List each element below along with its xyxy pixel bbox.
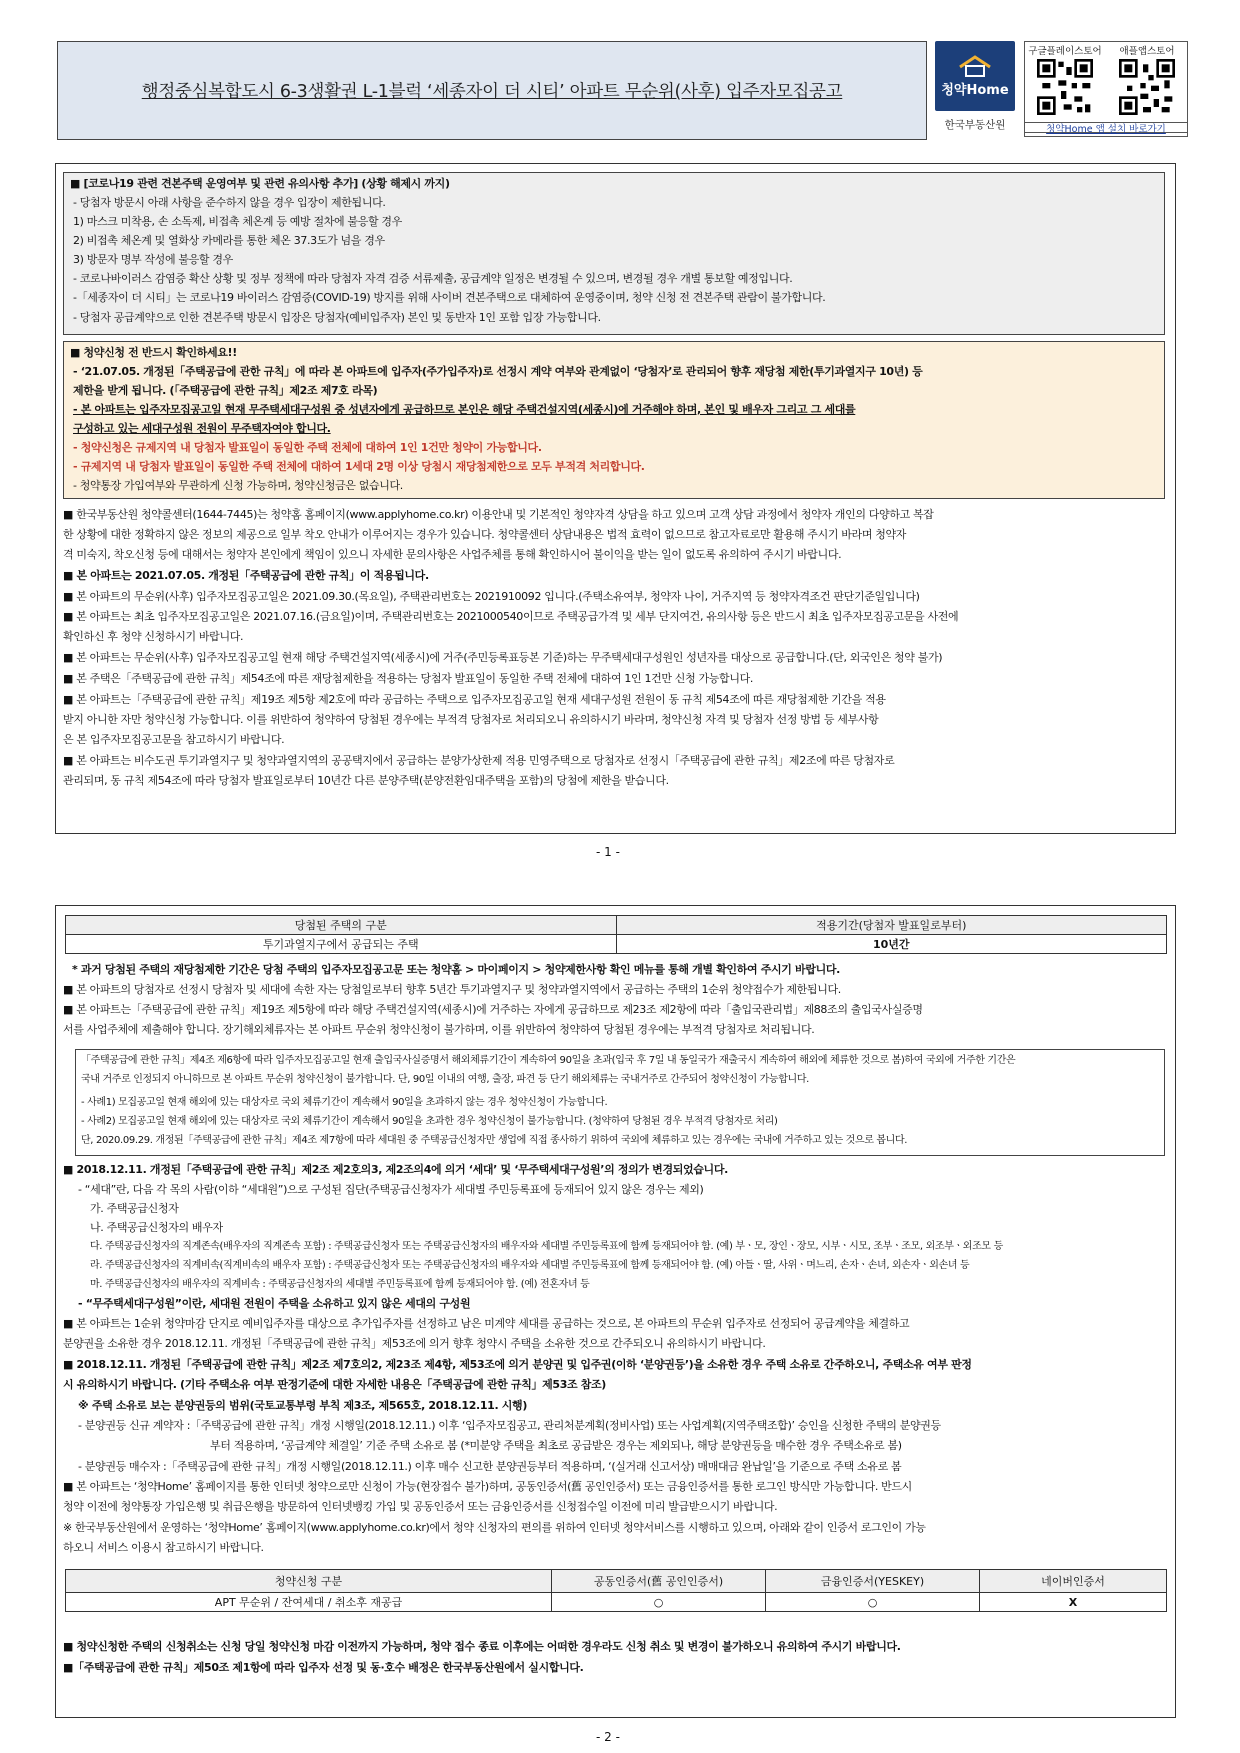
table-cell: APT 무순위 / 잔여세대 / 취소후 재공급 [66, 1593, 552, 1612]
covid-line-4: 3) 방문자 명부 작성에 불응할 경우 [73, 253, 233, 266]
p1-body-7: ■ 본 아파트는 무순위(사후) 입주자모집공고일 현재 해당 주택건설지역(세종시)에 거주(주민등록표등본 기준)하는 무주택세대구성원인 성년자를 대상으로 공급합니다.(단, 외국인은 청약 불가) [63, 651, 943, 664]
house-icon [958, 55, 992, 77]
notice-title: 행정중심복합도시 6-3생활권 L-1블럭 ‘세종자이 더 시티’ 아파트 무순위(사후) 입주자모집공고 [141, 82, 843, 102]
check-line-5: - 청약신청은 규제지역 내 당첨자 발표일이 동일한 주택 전체에 대하여 1인 1건만 청약이 가능합니다. [73, 441, 542, 454]
check-line-2: 제한을 받게 됩니다. (「주택공급에 관한 규칙」제2조 제7호 라목) [73, 384, 378, 397]
p2-body2-6: 마. 주택공급신청자의 배우자의 직계비속 : 주택공급신청자의 세대별 주민등록표에 함께 등재되어야 함. (예) 전혼자녀 등 [90, 1279, 590, 1290]
p2-body2-9: 분양권을 소유한 경우 2018.12.11. 개정된「주택공급에 관한 규칙」제53조에 의거 향후 청약시 주택을 소유한 것으로 간주되오니 유의하시기 바랍니다. [63, 1337, 766, 1350]
p2-body2-5: 라. 주택공급신청자의 직계비속(직계비속의 배우자 포함) : 주택공급신청자 또는 주택공급신청자의 배우자와 세대별 주민등록표에 함께 등재되어야 함. (예) 아들ㆍ딸, 사위ㆍ며느리, 손자ㆍ손녀, 외손자ㆍ외손녀 등 [90, 1260, 970, 1271]
overseas-line-0: 「주택공급에 관한 규칙」제4조 제6항에 따라 입주자모집공고일 현재 출입국사실증명서 해외체류기간이 계속하여 90일을 초과(입국 후 7일 내 동일국가 재출국시 계속하여 해외에 체류한 것으로 봄)하여 국외에 거주한 기간은 [81, 1055, 1016, 1066]
p1-body-5: ■ 본 아파트는 최초 입주자모집공고일은 2021.07.16.(금요일)이며, 주택관리번호는 2021000540이므로 주택공급가격 및 세부 단지여건, 유의사항 등은 반드시 최초 입주자모집공고문을 사전에 [63, 610, 959, 623]
p1-body-12: ■ 본 아파트는 비수도권 투기과열지구 및 청약과열지역의 공공택지에서 공급하는 분양가상한제 적용 민영주택으로 당첨자로 선정시「주택공급에 관한 규칙」제2조에 따른 당첨자로 [63, 754, 895, 767]
logo-brand: 청약Home [941, 82, 1009, 98]
p2-body2-2: 가. 주택공급신청자 [90, 1202, 179, 1215]
page1-number: - 1 - [596, 845, 620, 859]
table-row [66, 1593, 1167, 1612]
qr-install-link[interactable]: 청약Home 앱 설치 바로가기 [1024, 122, 1188, 137]
p2-body2-1: - “세대”란, 다음 각 목의 사람(이하 “세대원”)으로 구성된 집단(주택공급신청자가 세대별 주민등록표에 등재되어 있지 않은 경우는 제외) [78, 1183, 704, 1196]
overseas-line-4: 단, 2020.09.29. 개정된「주택공급에 관한 규칙」제4조 제7항에 따라 세대원 중 주택공급신청자만 생업에 직접 종사하기 위하여 국외에 체류하고 있는 경우에는 국내에 거주하고 있는 것으로 봅니다. [81, 1135, 908, 1146]
covid-notice-box [63, 172, 1165, 335]
table-cell: 10년간 [616, 935, 1167, 954]
restriction-table-header [66, 916, 1167, 935]
qr-apple-label: 애플앱스토어 [1119, 46, 1175, 57]
p1-body-8: ■ 본 주택은「주택공급에 관한 규칙」제54조에 따른 재당첨제한을 적용하는 당첨자 발표일이 동일한 주택 전체에 대하여 1인 1건만 신청 가능합니다. [63, 672, 754, 685]
table-header-cell: 금융인증서(YESKEY) [766, 1570, 980, 1593]
overseas-line-2: - 사례1) 모집공고일 현재 해외에 있는 대상자로 국외 체류기간이 계속해서 90일을 초과하지 않는 경우 청약신청이 가능합니다. [81, 1097, 608, 1108]
p2-body2-13: - 분양권등 신규 계약자 :「주택공급에 관한 규칙」개정 시행일(2018.12.11.) 이후 ‘입주자모집공고, 관리처분계획(정비사업) 또는 사업계획(지역주택조합)’ 승인을 신청한 주택의 분양권등 [78, 1419, 941, 1432]
p1-body-9: ■ 본 아파트는「주택공급에 관한 규칙」제19조 제5항 제2호에 따라 공급하는 주택으로 입주자모집공고일 현재 세대구성원 전원이 동 규칙 제54조에 따른 재당첨제한 기간을 적용 [63, 693, 886, 706]
table-header-cell: 적용기간(당첨자 발표일로부터) [616, 916, 1167, 935]
p2-body2-17: 청약 이전에 청약통장 가입은행 및 취급은행을 방문하여 인터넷뱅킹 가입 및 공동인증서 또는 금융인증서를 신청접수일 이전에 미리 발급받으시기 바랍니다. [63, 1500, 778, 1513]
p2-body2-15: - 분양권등 매수자 :「주택공급에 관한 규칙」개정 시행일(2018.12.11.) 이후 매수 신고한 분양권등부터 적용하며, ‘(실거래 신고서상) 매매대금 완납일’을 기준으로 주택 소유로 봄 [78, 1460, 902, 1473]
p2-body2-3: 나. 주택공급신청자의 배우자 [90, 1221, 223, 1234]
p2-body2-12: ※ 주택 소유로 보는 분양권등의 범위(국토교통부령 부칙 제3조, 제565호, 2018.12.11. 시행) [78, 1399, 528, 1412]
p2-body1-3: 서를 사업주체에 제출해야 합니다. 장기해외체류자는 본 아파트 무순위 청약신청이 불가하며, 이를 위반하여 청약하여 당첨된 경우에는 부적격 당첨자로 처리됩니다. [63, 1023, 815, 1036]
page2-number: - 2 - [596, 1730, 620, 1744]
covid-line-7: - 당첨자 공급계약으로 인한 견본주택 방문시 입장은 당첨자(예비입주자) 본인 및 동반자 1인 포함 입장 가능합니다. [73, 311, 601, 324]
p2-body2-14: 부터 적용하며, ‘공급계약 체결일’ 기준 주택 소유로 봄 (*미분양 주택을 최초로 공급받은 경우는 제외되나, 해당 분양권등을 매수한 경우 주택소유로 봄) [210, 1439, 902, 1452]
covid-line-0: ■ [코로나19 관련 견본주택 운영여부 및 관련 유의사항 추가] (상황 해제시 까지) [70, 177, 450, 190]
overseas-line-3: - 사례2) 모집공고일 현재 해외에 있는 대상자로 국외 체류기간이 계속해서 90일을 초과한 경우 청약신청이 불가능합니다. (청약하여 당첨된 경우 부적격 당첨자로 처리) [81, 1116, 778, 1127]
p2-body2-11: 시 유의하시기 바랍니다. (기타 주택소유 여부 판정기준에 대한 자세한 내용은「주택공급에 관한 규칙」제53조 참조) [63, 1378, 606, 1391]
table-cell: ○ [766, 1593, 980, 1612]
overseas-residence-box [75, 1049, 1165, 1156]
certificate-table [65, 1569, 1167, 1612]
p1-body-13: 관리되며, 동 규칙 제54조에 따라 당첨자 발표일로부터 10년간 다른 분양주택(분양전환임대주택을 포함)의 당첨에 제한을 받습니다. [63, 774, 669, 787]
certificate-table-header [66, 1570, 1167, 1593]
p2-body1-1: ■ 본 아파트의 당첨자로 선정시 당첨자 및 세대에 속한 자는 당첨일로부터 향후 5년간 투기과열지구 및 청약과열지역에서 공급하는 주택의 1순위 청약접수가 제한됩니다. [63, 983, 841, 996]
p1-body-10: 받지 아니한 자만 청약신청 가능합니다. 이를 위반하여 청약하여 당첨된 경우에는 부적격 당첨자로 처리되오니 유의하시기 바라며, 청약신청 자격 및 당첨자 선정 방법 등 세부사항 [63, 713, 879, 726]
p2-body2-10: ■ 2018.12.11. 개정된「주택공급에 관한 규칙」제2조 제7호의2, 제23조 제4항, 제53조에 의거 분양권 및 입주권(이하 ‘분양권등’)을 소유한 경우 주택 소유로 간주하오니, 주택소유 여부 판정 [63, 1358, 972, 1371]
covid-line-6: -「세종자이 더 시티」는 코로나19 바이러스 감염증(COVID-19) 방지를 위해 사이버 견본주택으로 대체하여 운영중이며, 청약 신청 전 견본주택 관람이 불가합니다. [73, 291, 826, 304]
check-notice-box [63, 341, 1165, 499]
table-cell: ○ [552, 1593, 766, 1612]
p1-body-4: ■ 본 아파트의 무순위(사후) 입주자모집공고일은 2021.09.30.(목요일), 주택관리번호는 2021910092 입니다.(주택소유여부, 청약자 나이, 거주지역 등 청약자격조건 판단기준일입니다) [63, 590, 920, 603]
covid-line-2: 1) 마스크 미착용, 손 소독제, 비접촉 체온계 등 예방 절차에 불응할 경우 [73, 215, 402, 228]
p2-body1-2: ■ 본 아파트는「주택공급에 관한 규칙」제19조 제5항에 따라 해당 주택건설지역(세종시)에 거주하는 자에게 공급하므로 제23조 제2항에 따라「출입국관리법」제88조의 출입국사실증명 [63, 1003, 923, 1016]
covid-line-3: 2) 비접촉 체온계 및 열화상 카메라를 통한 체온 37.3도가 넘을 경우 [73, 234, 385, 247]
p2-body1-0: * 과거 당첨된 주택의 재당첨제한 기간은 당첨 주택의 입주자모집공고문 또는 청약홈 > 마이페이지 > 청약제한사항 확인 메뉴를 통해 개별 확인하여 주시기 바랍니다. [72, 963, 840, 976]
check-line-7: - 청약통장 가입여부와 무관하게 신청 가능하며, 청약신청금은 없습니다. [73, 479, 403, 492]
check-line-1: - ‘21.07.05. 개정된「주택공급에 관한 규칙」에 따라 본 아파트에 입주자(주가입주자)로 선정시 계약 여부와 관계없이 ‘당첨자’로 관리되어 향후 재당첨 제한(투기과열지구 10년) 등 [73, 365, 923, 378]
table-row [66, 935, 1167, 954]
logo-emblem [935, 41, 1015, 111]
p1-body-6: 확인하신 후 청약 신청하시기 바랍니다. [63, 630, 244, 643]
notice-title-box [57, 41, 927, 140]
p2-body2-19: 하오니 서비스 이용시 참고하시기 바랍니다. [63, 1541, 264, 1554]
qr-code-apple-icon[interactable] [1119, 59, 1175, 115]
applyhome-logo[interactable] [935, 41, 1015, 140]
qr-code-google-icon[interactable] [1037, 59, 1093, 115]
table-cell: 투기과열지구에서 공급되는 주택 [66, 935, 617, 954]
table-cell: X [980, 1593, 1167, 1612]
qr-code-panel [1024, 41, 1188, 133]
p2-body2-8: ■ 본 아파트는 1순위 청약마감 단지로 예비입주자를 대상으로 추가입주자를 선정하고 남은 미계약 세대를 공급하는 것으로, 본 아파트의 무순위 입주자로 선정되어 공급계약을 체결하고 [63, 1317, 910, 1330]
p2-body2-0: ■ 2018.12.11. 개정된「주택공급에 관한 규칙」제2조 제2호의3, 제2조의4에 의거 ‘세대’ 및 ‘무주택세대구성원’의 정의가 변경되었습니다. [63, 1163, 728, 1176]
p2-body2-16: ■ 본 아파트는 ‘청약Home’ 홈페이지를 통한 인터넷 청약으로만 신청이 가능(현장접수 불가)하며, 공동인증서(舊 공인인증서) 또는 금융인증서를 통한 로그인 방식만 가능합니다. 반드시 [63, 1480, 912, 1493]
restriction-table [65, 915, 1167, 954]
covid-line-5: - 코로나바이러스 감염증 확산 상황 및 정부 정책에 따라 당첨자 자격 검증 서류제출, 공급계약 일정은 변경될 수 있으며, 변경될 경우 개별 통보할 예정입니다. [73, 272, 793, 285]
table-header-cell: 공동인증서(舊 공인인증서) [552, 1570, 766, 1593]
check-line-3: - 본 아파트는 입주자모집공고일 현재 무주택세대구성원 중 성년자에게 공급하므로 본인은 해당 주택건설지역(세종시)에 거주해야 하며, 본인 및 배우자 그리고 그 세대를 [73, 403, 856, 416]
p1-body-0: ■ 한국부동산원 청약콜센터(1644-7445)는 청약홈 홈페이지(www.applyhome.co.kr) 이용안내 및 기본적인 청약자격 상담을 하고 있으며 고객 상담 과정에서 청약자 개인의 다양하고 복잡 [63, 508, 934, 521]
p1-body-1: 한 상황에 대한 정확하지 않은 정보의 제공으로 일부 착오 안내가 이루어지는 경우가 있습니다. 청약콜센터 상담내용은 법적 효력이 없으므로 참고자료로만 활용해 주시기 바라며 청약자 [63, 528, 907, 541]
check-line-6: - 규제지역 내 당첨자 발표일이 동일한 주택 전체에 대하여 1세대 2명 이상 당첨시 재당첨제한으로 모두 부적격 처리합니다. [73, 460, 645, 473]
p1-body-3: ■ 본 아파트는 2021.07.05. 개정된「주택공급에 관한 규칙」이 적용됩니다. [63, 569, 429, 582]
table-header-cell: 당첨된 주택의 구분 [66, 916, 617, 935]
p2-body2-7: - “무주택세대구성원”이란, 세대원 전원이 주택을 소유하고 있지 않은 세대의 구성원 [78, 1297, 471, 1310]
p1-body-2: 격 미숙지, 착오신청 등에 대해서는 청약자 본인에게 책임이 있으니 자세한 문의사항은 사업주체를 통해 확인하시어 불이익을 받는 일이 없도록 유의하여 주시기 바랍니다. [63, 548, 842, 561]
check-line-4: 구성하고 있는 세대구성원 전원이 무주택자여야 합니다. [73, 422, 331, 435]
check-line-0: ■ 청약신청 전 반드시 확인하세요!! [70, 346, 237, 359]
p2-body3-1: ■「주택공급에 관한 규칙」제50조 제1항에 따라 입주자 선정 및 동·호수 배정은 한국부동산원에서 실시합니다. [63, 1661, 584, 1674]
overseas-line-1: 국내 거주로 인정되지 아니하므로 본 아파트 무순위 청약신청이 불가합니다. 단, 90일 이내의 여행, 출장, 파견 등 단기 해외체류는 국내거주로 간주되어 청약신청이 가능합니다. [81, 1074, 809, 1085]
p1-body-11: 은 본 입주자모집공고문을 참고하시기 바랍니다. [63, 733, 285, 746]
table-header-cell: 청약신청 구분 [66, 1570, 552, 1593]
table-header-cell: 네이버인증서 [980, 1570, 1167, 1593]
p2-body2-4: 다. 주택공급신청자의 직계존속(배우자의 직계존속 포함) : 주택공급신청자 또는 주택공급신청자의 배우자와 세대별 주민등록표에 함께 등재되어야 함. (예) 부ㆍ모, 장인ㆍ장모, 시부ㆍ시모, 조부ㆍ조모, 외조부ㆍ외조모 등 [90, 1241, 1003, 1252]
p2-body3-0: ■ 청약신청한 주택의 신청취소는 신청 당일 청약신청 마감 이전까지 가능하며, 청약 접수 종료 이후에는 어떠한 경우라도 신청 취소 및 변경이 불가하오니 유의하여 주시기 바랍니다. [63, 1640, 901, 1653]
logo-org: 한국부동산원 [944, 119, 1006, 131]
p2-body2-18: ※ 한국부동산원에서 운영하는 ‘청약Home’ 홈페이지(www.applyhome.co.kr)에서 청약 신청자의 편의를 위하여 인터넷 청약서비스를 시행하고 있으며, 아래와 같이 인증서 로그인이 가능 [63, 1521, 926, 1534]
qr-google-label: 구글플레이스토어 [1028, 46, 1102, 57]
covid-line-1: - 당첨자 방문시 아래 사항을 준수하지 않을 경우 입장이 제한됩니다. [73, 196, 386, 209]
